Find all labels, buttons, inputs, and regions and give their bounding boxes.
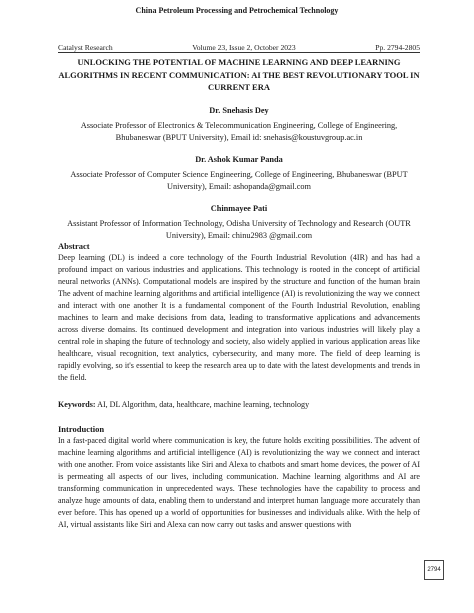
introduction-heading: Introduction	[58, 424, 105, 434]
author-affiliation: Assistant Professor of Information Technology, Odisha University of Technology and Research (OUTR University), Email: chinu2983 @gmail.com	[67, 219, 411, 240]
author-name: Dr. Ashok Kumar Panda	[195, 155, 283, 164]
journal-name: China Petroleum Processing and Petrochemical Technology	[135, 6, 339, 15]
author-affiliation: Associate Professor of Computer Science Engineering, College of Engineering, Bhubaneswar (BPUT University), Email: ashopanda@gmail.com	[70, 170, 408, 191]
keywords-text: AI, DL Algorithm, data, healthcare, machine learning, technology	[95, 400, 310, 409]
author-name: Chinmayee Pati	[210, 204, 268, 213]
author-block-1	[58, 105, 420, 144]
journal-volume-issue: Volume 23, Issue 2, October 2023	[192, 43, 296, 52]
abstract-text: Deep learning (DL) is indeed a core technology of the Fourth Industrial Revolution (4IR) and has had a profound impact on various industries and applications. This technology is rooted in the concept of artificial neural networks (ANNs). Computational models are inspired by the structure and function of the human brain The advent of machine learning algorithms and artificial intelligence (AI) is revolutionizing the way we connect and interact with one another It is a fundamental component of the Fourth Industrial Revolution, enabling machines to learn and make decisions from data, leading to transformative applications and advancements across diverse domains. Its continued development and integration into various industries will likely play a central role in shaping the future of technology and society, also widely applied in various application areas like healthcare, visual recognition, text analytics, cybersecurity, and many more. The field of deep learning is rapidly evolving, so it's essential to keep the research area up to date with the latest developments and trends in the field.	[58, 253, 420, 383]
keywords-label: Keywords:	[58, 400, 96, 409]
author-affiliation: Associate Professor of Electronics & Telecommunication Engineering, College of Engineering, Bhubaneswar (BPUT University), Email id: snehasis@koustuvgroup.ac.in	[80, 121, 398, 142]
page-number: 2794	[424, 560, 444, 580]
introduction-text: In a fast-paced digital world where communication is key, the future holds exciting possibilities. The advent of machine learning algorithms and artificial intelligence (AI) is revolutionizing the way we connect and interact with one another. From voice assistants like Siri and Alexa to chatbots and smart home devices, the power of AI is permeating all aspects of our lives, including communication. Machine learning algorithms and AI are transforming communication in unprecedented ways. These technologies have the capability to process and analyze huge amounts of data, enabling them to understand and interpret human language more accurately than ever before. This has opened up a world of opportunities for businesses and individuals alike. With the help of AI, virtual assistants like Siri and Alexa can now carry out tasks and answer questions with	[58, 436, 420, 530]
author-block-2	[58, 154, 420, 193]
paper-title: UNLOCKING THE POTENTIAL OF MACHINE LEARNING AND DEEP LEARNING ALGORITHMS IN RECENT COMMUNICATION: AI THE BEST REVOLUTIONARY TOOL IN CURRENT ERA	[58, 57, 420, 92]
author-block-3	[58, 203, 420, 242]
keywords-line	[58, 399, 420, 411]
journal-pages: Pp. 2794-2805	[375, 43, 420, 52]
author-name: Dr. Snehasis Dey	[209, 106, 269, 115]
journal-meta-row	[58, 43, 420, 52]
journal-category: Catalyst Research	[58, 43, 113, 52]
abstract-heading: Abstract	[58, 241, 90, 251]
header-rule	[58, 52, 420, 53]
